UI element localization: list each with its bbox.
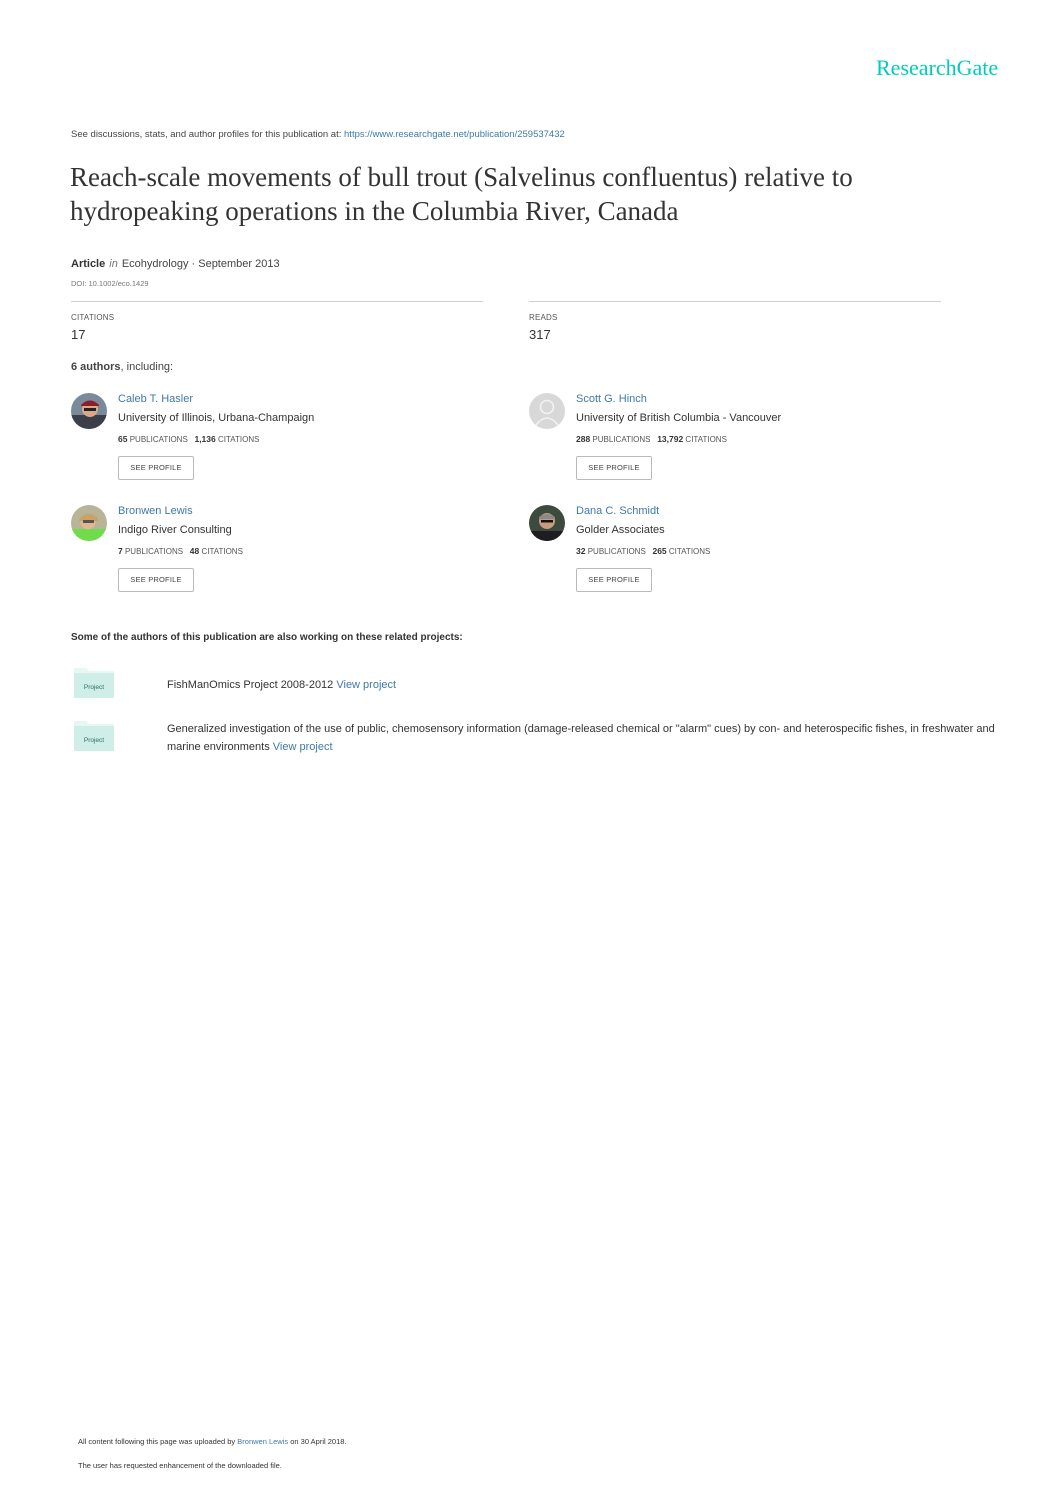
- author-avatar[interactable]: [71, 393, 107, 429]
- see-profile-button[interactable]: SEE PROFILE: [576, 568, 652, 592]
- publications-label: PUBLICATIONS: [587, 547, 646, 556]
- authors-count-line: [71, 361, 173, 373]
- author-institution: Indigo River Consulting: [118, 524, 232, 536]
- citations-divider: [71, 301, 483, 302]
- project-item: [167, 720, 997, 756]
- researchgate-logo[interactable]: ResearchGate: [876, 55, 999, 80]
- citations-label: CITATIONS: [71, 313, 115, 322]
- author-name[interactable]: Caleb T. Hasler: [118, 393, 193, 405]
- author-card: [71, 393, 471, 493]
- author-institution: University of British Columbia - Vancouver: [576, 412, 782, 424]
- enhancement-note: The user has requested enhancement of the downloaded file.: [78, 1461, 282, 1470]
- citations-label: CITATIONS: [201, 547, 243, 556]
- author-stats: [576, 546, 710, 556]
- author-institution: Golder Associates: [576, 524, 665, 536]
- author-institution: University of Illinois, Urbana-Champaign: [118, 412, 315, 424]
- project-item: [167, 676, 987, 694]
- publications-label: PUBLICATIONS: [124, 547, 184, 556]
- article-type: Article: [71, 258, 106, 270]
- project-description: FishManOmics Project 2008-2012: [167, 679, 334, 691]
- in-word: in: [109, 258, 118, 270]
- author-avatar[interactable]: [71, 505, 107, 541]
- author-name[interactable]: Dana C. Schmidt: [576, 505, 660, 517]
- project-folder-icon: [72, 719, 116, 753]
- project-description: Generalized investigation of the use of public, chemosensory information (damage-released chemical or "alarm" cues) by con- and heterospecific fishes, in freshwater and marine environments: [167, 723, 995, 753]
- publications-count: 288: [576, 434, 591, 444]
- publications-count: 7: [118, 546, 123, 556]
- project-folder-icon: [72, 666, 116, 700]
- author-card: [529, 393, 929, 493]
- citations-count: 48: [189, 546, 200, 556]
- publication-url-link[interactable]: https://www.researchgate.net/publication/259537432: [344, 129, 565, 140]
- upload-suffix: on 30 April 2018.: [288, 1437, 347, 1446]
- view-project-link[interactable]: View project: [272, 741, 333, 753]
- view-project-link[interactable]: View project: [336, 679, 397, 691]
- citations-count: 13,792: [657, 434, 684, 444]
- author-stats: [118, 546, 243, 556]
- see-profile-button[interactable]: SEE PROFILE: [576, 456, 652, 480]
- citations-label: CITATIONS: [685, 435, 727, 444]
- see-text: See discussions, stats, and author profiles for this publication at:: [71, 129, 345, 140]
- reads-divider: [529, 301, 941, 302]
- publication-title: Reach-scale movements of bull trout (Salvelinus confluentus) relative to hydropeaking operations in the Columbia River, Canada: [70, 162, 853, 226]
- author-name[interactable]: Bronwen Lewis: [118, 505, 193, 517]
- citations-count: 265: [652, 546, 667, 556]
- citations-count: 1,136: [194, 434, 216, 444]
- publications-count: 65: [118, 434, 128, 444]
- venue-date[interactable]: Ecohydrology · September 2013: [121, 258, 280, 270]
- authors-including: , including:: [120, 361, 174, 373]
- author-name[interactable]: Scott G. Hinch: [576, 393, 647, 405]
- authors-count: 6 authors: [71, 361, 121, 373]
- upload-note: [78, 1437, 347, 1446]
- publications-label: PUBLICATIONS: [129, 435, 188, 444]
- project-icon-label: Project: [83, 684, 105, 691]
- related-projects-heading: Some of the authors of this publication are also working on these related projects:: [71, 632, 463, 643]
- reads-label: READS: [529, 313, 558, 322]
- uploader-link[interactable]: Bronwen Lewis: [237, 1437, 289, 1446]
- citations-label: CITATIONS: [668, 547, 711, 556]
- article-meta: [71, 258, 280, 270]
- author-card: [71, 505, 471, 605]
- project-icon-label: Project: [83, 737, 105, 744]
- publications-label: PUBLICATIONS: [592, 435, 651, 444]
- doi: DOI: 10.1002/eco.1429: [71, 279, 149, 288]
- citations-label: CITATIONS: [217, 435, 260, 444]
- author-card: [529, 505, 929, 605]
- see-profile-button[interactable]: SEE PROFILE: [118, 568, 194, 592]
- see-profile-button[interactable]: SEE PROFILE: [118, 456, 194, 480]
- reads-value: 317: [529, 327, 551, 342]
- see-discussions-line: [71, 129, 565, 140]
- author-avatar[interactable]: [529, 393, 565, 429]
- publications-count: 32: [576, 546, 586, 556]
- author-stats: [576, 434, 727, 444]
- citations-value: 17: [71, 327, 86, 342]
- author-avatar[interactable]: [529, 505, 565, 541]
- upload-prefix: All content following this page was uploaded by: [78, 1437, 238, 1446]
- author-stats: [118, 434, 259, 444]
